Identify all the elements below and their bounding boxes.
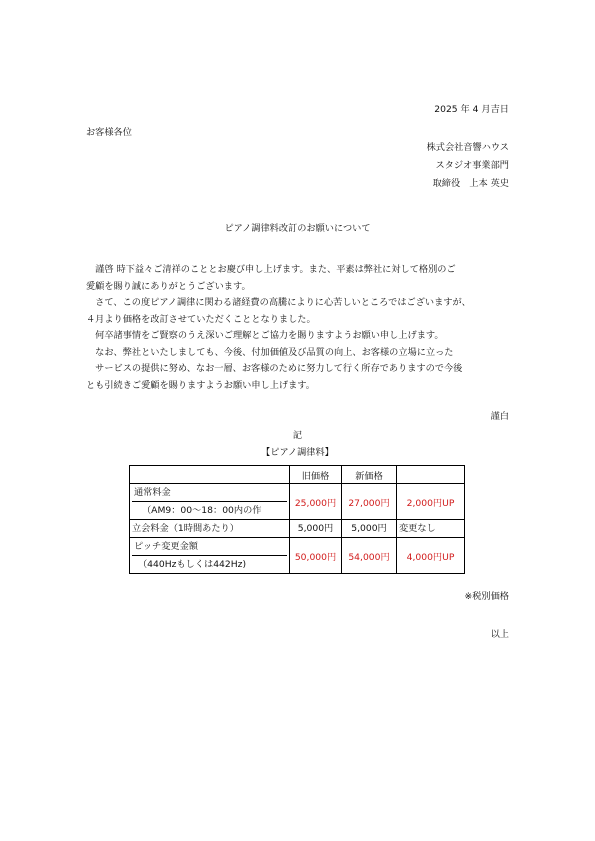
- row-sublabel: （AM9：00〜18：00内の作: [142, 505, 262, 516]
- price-diff: 変更なし: [397, 520, 465, 538]
- row-label: 立会料金（1時間あたり）: [130, 520, 290, 538]
- company-name: 株式会社音響ハウス: [426, 142, 509, 153]
- body-line: 愛顧を賜り誠にありがとうございます。: [86, 280, 251, 292]
- recipient: お客様各位: [86, 127, 132, 138]
- body-line: 謹啓 時下益々ご清祥のこととお慶び申し上げます。また、平素は弊社に対して格別のご: [86, 264, 456, 275]
- table-row: [130, 520, 465, 538]
- old-price: 50,000円: [290, 538, 342, 574]
- header-new-price: 新価格: [342, 466, 397, 484]
- body-line: とも引続きご愛顧を賜りますようお願い申し上げます。: [86, 379, 315, 391]
- table-row: [130, 484, 465, 520]
- body-line: なお、弊社といたしましても、今後、付加価値及び品質の向上、お客様の立場に立った: [86, 346, 454, 358]
- body-line: さて、この度ピアノ調律に関わる諸経費の高騰によりに心苦しいところではございますが、: [86, 297, 471, 308]
- price-diff: 2,000円UP: [397, 484, 465, 520]
- old-price: 25,000円: [290, 484, 342, 520]
- row-label-cell: [130, 484, 290, 520]
- new-price: 5,000円: [342, 520, 397, 538]
- new-price: 54,000円: [342, 538, 397, 574]
- body-line: 何卒諸事情をご賢察のうえ深いご理解とご協力を賜りますようお願い申し上げます。: [86, 330, 444, 341]
- end-mark: 以上: [490, 629, 509, 640]
- old-price: 5,000円: [290, 520, 342, 538]
- ki-heading: 記: [292, 430, 303, 441]
- date: 2025 年 4 月吉日: [434, 104, 509, 115]
- table-row: [130, 538, 465, 574]
- row-sublabel: （440Hzもしくは442Hz): [138, 559, 247, 570]
- row-label: ピッチ変更金額: [132, 538, 287, 556]
- price-diff: 4,000円UP: [397, 538, 465, 574]
- row-label-cell: [130, 538, 290, 574]
- table-title: 【ピアノ調律料】: [261, 447, 334, 458]
- tax-note: ※税別価格: [464, 591, 509, 602]
- department-name: スタジオ事業部門: [435, 160, 509, 171]
- closing-word: 謹白: [490, 411, 509, 422]
- letter-title: ピアノ調律料改訂のお願いについて: [224, 223, 371, 234]
- body-line: ４月より価格を改訂させていただくこととなりました。: [86, 313, 316, 325]
- new-price: 27,000円: [342, 484, 397, 520]
- header-old-price: 旧価格: [290, 466, 342, 484]
- body-line: サービスの提供に努め、なお一層、お客様のために努力して行く所存でありますので今後: [86, 363, 463, 374]
- signer-name: 取締役 上本 英史: [432, 178, 509, 189]
- header-cell: [397, 466, 465, 484]
- letter-body: [86, 262, 516, 394]
- header-cell: [130, 466, 290, 484]
- row-label: 通常料金: [132, 484, 287, 502]
- price-table: [129, 465, 465, 574]
- table-header-row: [130, 466, 465, 484]
